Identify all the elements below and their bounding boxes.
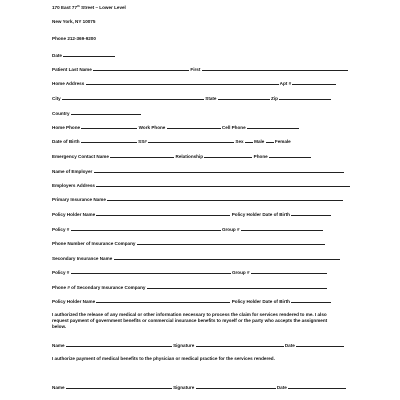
header-address: [52, 5, 126, 11]
group-number-label-2: Group #: [231, 270, 250, 275]
sex-label: Sex: [235, 139, 244, 144]
home-address-label: Home Address: [52, 81, 85, 86]
authorization-payment-text: I authorize payment of medical benefits to the physician or medical practice for the services rendered.: [52, 356, 275, 361]
cell-phone-field[interactable]: [247, 124, 299, 129]
home-phone-label: Home Phone: [52, 125, 81, 130]
policy-group-row-2: [52, 269, 327, 276]
signature-name-label-1: Name: [52, 343, 65, 348]
signature-date-field-1[interactable]: [296, 342, 344, 347]
city-state-zip-row: [52, 95, 331, 102]
employers-address-label: Employers Address: [52, 183, 95, 188]
patient-last-name-label: Patient Last Name: [52, 67, 92, 72]
ss-label: SS#: [138, 139, 147, 144]
name-of-employer-field[interactable]: [94, 168, 344, 173]
apt-field[interactable]: [292, 80, 336, 85]
relationship-field[interactable]: [204, 153, 252, 158]
work-phone-label: Work Phone: [138, 125, 166, 130]
signature-field-2[interactable]: [196, 384, 276, 389]
primary-insurance-row: [52, 196, 343, 203]
emergency-phone-field[interactable]: [269, 153, 311, 158]
policy-holder-row-2: [52, 298, 331, 305]
primary-insurance-name-label: Primary Insurance Name: [52, 197, 106, 202]
header-city: New York, NY 10075: [52, 19, 96, 24]
female-label: Female: [274, 139, 291, 144]
secondary-insurance-name-label: Secondary Insurance Name: [52, 256, 113, 261]
signature-label-2: Signature: [173, 385, 195, 390]
header-phone: Phone 212-369-9200: [52, 36, 96, 41]
signature-row-1: [52, 342, 344, 349]
group-number-field-2[interactable]: [251, 269, 327, 274]
phones-row: [52, 124, 299, 131]
relationship-label: Relationship: [175, 154, 204, 159]
apt-label: Apt #: [279, 81, 292, 86]
address-superscript: th: [77, 4, 80, 8]
secondary-insurance-name-field[interactable]: [114, 255, 340, 260]
name-of-employer-label: Name of Employer: [52, 169, 93, 174]
insurance-phone-row: [52, 240, 325, 247]
date-row: [52, 52, 115, 59]
country-field[interactable]: [71, 110, 141, 115]
secondary-insurance-row: [52, 255, 340, 262]
signature-row-2: [52, 384, 346, 391]
policy-holder-row-1: [52, 211, 331, 218]
signature-date-label-2: Date: [276, 385, 287, 390]
emergency-contact-row: [52, 153, 311, 160]
cell-phone-label: Cell Phone: [221, 125, 246, 130]
work-phone-field[interactable]: [167, 124, 221, 129]
secondary-insurance-phone-label: Phone # of Secondary Insurance Company: [52, 285, 146, 290]
policy-holder-dob-field-2[interactable]: [291, 298, 331, 303]
emergency-contact-name-field[interactable]: [110, 153, 174, 158]
date-field[interactable]: [63, 52, 115, 57]
policy-holder-name-label-1: Policy Holder Name: [52, 212, 96, 217]
patient-name-row: [52, 66, 348, 73]
signature-field-1[interactable]: [196, 342, 284, 347]
male-checkbox[interactable]: [245, 138, 253, 143]
date-of-birth-field[interactable]: [81, 138, 137, 143]
home-address-field[interactable]: [86, 80, 279, 85]
home-address-row: [52, 80, 336, 87]
policy-holder-dob-field-1[interactable]: [291, 211, 331, 216]
authorization-release-text: I authorized the release of any medical or other information necessary to process the claim for services rendered to me. I also request payment of government benefits or commercial insurance benefits to myself or the party who accepts the assignment below.: [52, 312, 328, 330]
date-of-birth-label: Date of Birth: [52, 139, 80, 144]
male-label: Male: [254, 139, 265, 144]
policy-group-row-1: [52, 226, 323, 233]
signature-name-field-1[interactable]: [66, 342, 172, 347]
emergency-phone-label: Phone: [253, 154, 268, 159]
policy-number-label-1: Policy #: [52, 227, 70, 232]
policy-number-label-2: Policy #: [52, 270, 70, 275]
date-label: Date: [52, 53, 62, 58]
insurance-phone-label: Phone Number of Insurance Company: [52, 241, 136, 246]
city-label: City: [52, 96, 61, 101]
address-street: Street – Lower Level: [79, 5, 126, 10]
policy-number-field-1[interactable]: [71, 226, 221, 231]
zip-field[interactable]: [279, 95, 331, 100]
dob-ss-sex-row: [52, 138, 291, 145]
ss-field[interactable]: [148, 138, 234, 143]
group-number-label-1: Group #: [221, 227, 240, 232]
employers-address-field[interactable]: [96, 182, 350, 187]
first-name-field[interactable]: [202, 66, 348, 71]
signature-label-1: Signature: [173, 343, 195, 348]
zip-label: Zip: [271, 96, 278, 101]
signature-date-label-1: Date: [284, 343, 295, 348]
first-name-label: First: [190, 67, 201, 72]
policy-holder-dob-label-2: Policy Holder Date of Birth: [231, 299, 290, 304]
secondary-insurance-phone-row: [52, 284, 327, 291]
employer-row: [52, 168, 344, 175]
city-field[interactable]: [62, 95, 204, 100]
insurance-phone-field[interactable]: [137, 240, 325, 245]
state-label: State: [205, 96, 217, 101]
group-number-field-1[interactable]: [241, 226, 323, 231]
country-row: [52, 110, 141, 117]
home-phone-field[interactable]: [81, 124, 137, 129]
policy-holder-dob-label-1: Policy Holder Date of Birth: [231, 212, 290, 217]
policy-number-field-2[interactable]: [71, 269, 231, 274]
country-label: Country: [52, 111, 70, 116]
patient-last-name-field[interactable]: [93, 66, 189, 71]
female-checkbox[interactable]: [266, 138, 274, 143]
emergency-contact-name-label: Emergency Contact Name: [52, 154, 109, 159]
policy-holder-name-field-2[interactable]: [96, 298, 230, 303]
signature-date-field-2[interactable]: [288, 384, 346, 389]
signature-name-label-2: Name: [52, 385, 65, 390]
policy-holder-name-field-1[interactable]: [96, 211, 230, 216]
employer-address-row: [52, 182, 350, 189]
primary-insurance-name-field[interactable]: [107, 196, 343, 201]
address-number: 170 East 77: [52, 5, 78, 10]
signature-name-field-2[interactable]: [66, 384, 172, 389]
secondary-insurance-phone-field[interactable]: [147, 284, 327, 289]
state-field[interactable]: [218, 95, 270, 100]
policy-holder-name-label-2: Policy Holder Name: [52, 299, 96, 304]
